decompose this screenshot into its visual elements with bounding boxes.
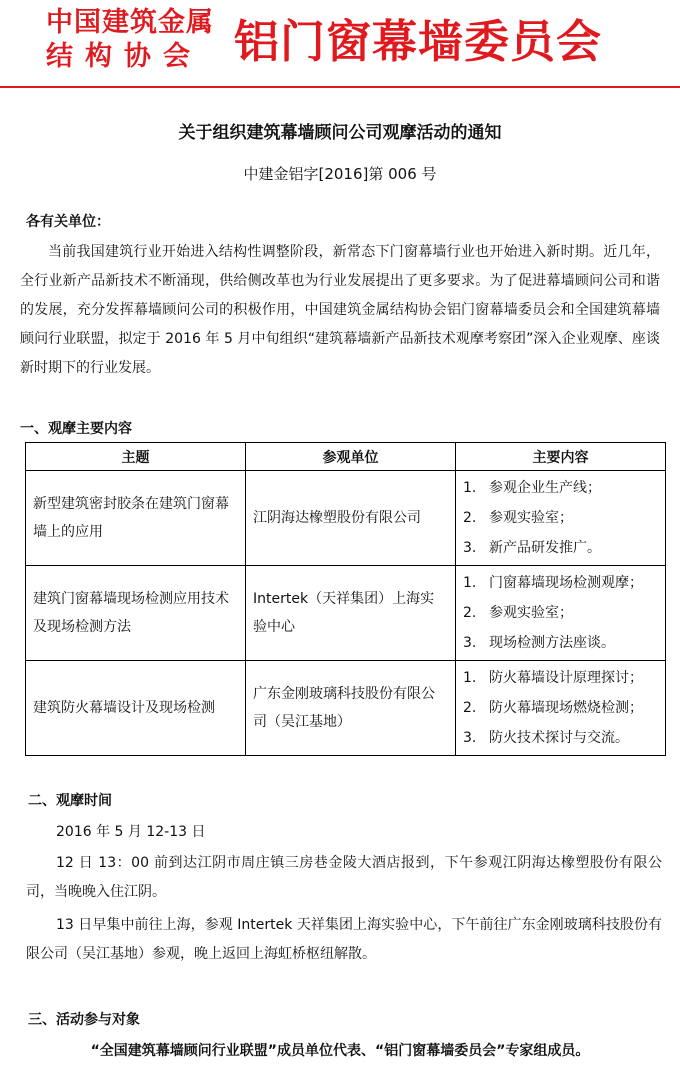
list-item [463, 568, 658, 598]
cell-content [456, 661, 666, 756]
list-number: 3. [463, 635, 477, 651]
cell-topic: 建筑门窗幕墙现场检测应用技术及现场检测方法 [26, 566, 246, 661]
list-item [463, 693, 658, 723]
list-number: 2. [463, 510, 477, 526]
committee-name: 铝门窗幕墙委员会 [234, 15, 603, 68]
list-text: 参观企业生产线； [489, 480, 601, 496]
list-text: 防火幕墙设计原理探讨； [489, 670, 643, 686]
org-name [46, 6, 214, 74]
cell-content [456, 471, 666, 566]
column-header-content: 主要内容 [456, 443, 666, 471]
visit-content-table [25, 442, 666, 756]
day2-schedule: 13 日早集中前往上海，参观 Intertek 天祥集团上海实验中心，下午前往广东金刚玻璃科技股份有限公司（吴江基地）参观，晚上返回上海虹桥枢纽解散。 [26, 917, 662, 962]
document-number: 中建金铝字[2016]第 006 号 [243, 165, 437, 183]
letterhead [0, 0, 680, 85]
section-heading-content: 一、观摩主要内容 [20, 421, 132, 437]
cell-topic: 建筑防火幕墙设计及现场检测 [26, 661, 246, 756]
list-item [463, 663, 658, 693]
cell-unit: Intertek（天祥集团）上海实验中心 [246, 566, 456, 661]
table-row [26, 566, 666, 661]
table-header-row [26, 443, 666, 471]
list-item [463, 533, 658, 563]
org-name-line1: 中国建筑金属 [46, 7, 214, 38]
list-text: 参观实验室； [489, 605, 573, 621]
day1-schedule: 12 日 13：00 前到达江阴市周庄镇三房巷金陵大酒店报到，下午参观江阴海达橡塑股份有限公司，当晚晚入住江阴。 [26, 855, 662, 900]
event-date: 2016 年 5 月 12-13 日 [56, 824, 206, 840]
intro-paragraph: 当前我国建筑行业开始进入结构性调整阶段，新常态下门窗幕墙行业也开始进入新时期。近几年，全行业新产品新技术不断涌现，供给侧改革也为行业发展提出了更多要求。为了促进幕墙顾问公司和谐的发展，充分发挥幕墙顾问公司的积极作用，中国建筑金属结构协会铝门窗幕墙委员会和全国建筑幕墙顾问行业联盟，拟定于 2016 年 5 月中旬组织“建筑幕墙新产品新技术观摩考察团”深入企业观摩、座谈新时期下的行业发展。 [20, 244, 660, 376]
list-item [463, 723, 658, 753]
list-number: 2. [463, 700, 477, 716]
list-number: 3. [463, 540, 477, 556]
letterhead-divider [0, 86, 680, 88]
cell-content [456, 566, 666, 661]
list-text: 参观实验室； [489, 510, 573, 526]
section-heading-time: 二、观摩时间 [28, 793, 112, 809]
column-header-unit: 参观单位 [246, 443, 456, 471]
list-number: 1. [463, 575, 477, 591]
list-number: 1. [463, 480, 477, 496]
list-text: 门窗幕墙现场检测观摩； [489, 575, 643, 591]
list-number: 2. [463, 605, 477, 621]
list-text: 防火技术探讨与交流。 [489, 730, 629, 746]
list-text: 现场检测方法座谈。 [489, 635, 615, 651]
list-number: 3. [463, 730, 477, 746]
cell-topic: 新型建筑密封胶条在建筑门窗幕墙上的应用 [26, 471, 246, 566]
participants-text: “全国建筑幕墙顾问行业联盟”成员单位代表、“铝门窗幕墙委员会”专家组成员。 [90, 1043, 590, 1059]
table-row [26, 471, 666, 566]
list-item [463, 473, 658, 503]
list-text: 防火幕墙现场燃烧检测； [489, 700, 643, 716]
cell-unit: 广东金刚玻璃科技股份有限公司（吴江基地） [246, 661, 456, 756]
cell-unit: 江阴海达橡塑股份有限公司 [246, 471, 456, 566]
notice-title: 关于组织建筑幕墙顾问公司观摩活动的通知 [178, 123, 502, 143]
table-row [26, 661, 666, 756]
list-item [463, 598, 658, 628]
salutation: 各有关单位： [26, 214, 110, 230]
org-name-line2: 结构协会 [46, 41, 202, 72]
list-item [463, 628, 658, 658]
list-number: 1. [463, 670, 477, 686]
column-header-topic: 主题 [26, 443, 246, 471]
list-item [463, 503, 658, 533]
section-heading-participants: 三、活动参与对象 [28, 1012, 140, 1028]
list-text: 新产品研发推广。 [489, 540, 601, 556]
